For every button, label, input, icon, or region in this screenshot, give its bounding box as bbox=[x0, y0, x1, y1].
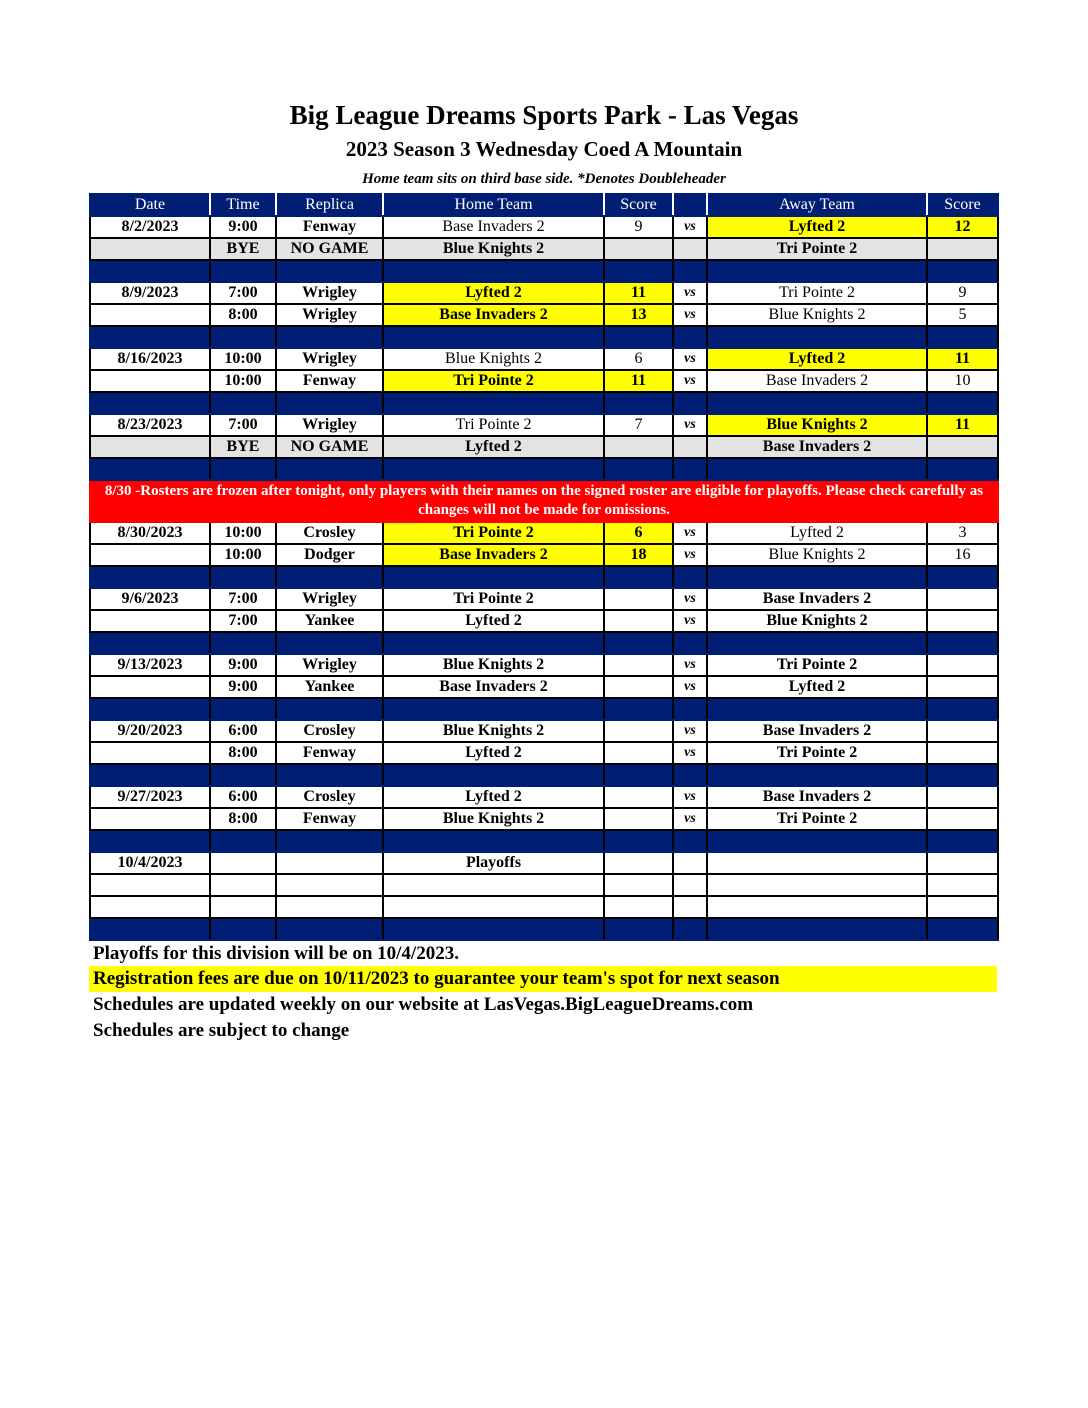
away-score-cell bbox=[927, 786, 998, 808]
away-score-cell bbox=[927, 720, 998, 742]
table-row bbox=[90, 896, 998, 918]
separator-cell bbox=[210, 458, 276, 480]
field-cell: Fenway bbox=[276, 370, 383, 392]
date-cell: 8/9/2023 bbox=[90, 282, 210, 304]
home-team-cell: Tri Pointe 2 bbox=[383, 414, 604, 436]
column-header: Away Team bbox=[707, 194, 927, 216]
field-cell: Wrigley bbox=[276, 588, 383, 610]
separator-cell bbox=[707, 458, 927, 480]
column-header: Replica bbox=[276, 194, 383, 216]
separator-cell bbox=[604, 830, 673, 852]
table-row bbox=[90, 414, 998, 436]
time-cell: 9:00 bbox=[210, 216, 276, 238]
away-team-cell: Blue Knights 2 bbox=[707, 610, 927, 632]
field-cell: Wrigley bbox=[276, 282, 383, 304]
vs-cell: vs bbox=[673, 720, 707, 742]
separator-cell bbox=[604, 764, 673, 786]
time-cell: BYE bbox=[210, 436, 276, 458]
table-row bbox=[90, 654, 998, 676]
separator-cell bbox=[90, 698, 210, 720]
vs-cell: vs bbox=[673, 370, 707, 392]
separator-cell bbox=[90, 458, 210, 480]
separator-cell bbox=[210, 830, 276, 852]
separator-cell bbox=[673, 326, 707, 348]
away-team-cell: Base Invaders 2 bbox=[707, 786, 927, 808]
separator-cell bbox=[276, 458, 383, 480]
away-score-cell: 11 bbox=[927, 414, 998, 436]
time-cell: 8:00 bbox=[210, 304, 276, 326]
away-team-cell: Blue Knights 2 bbox=[707, 544, 927, 566]
date-cell bbox=[90, 896, 210, 918]
separator-cell bbox=[383, 698, 604, 720]
home-score-cell: 6 bbox=[604, 348, 673, 370]
separator-cell bbox=[707, 632, 927, 654]
separator-cell bbox=[90, 392, 210, 414]
separator-cell bbox=[90, 632, 210, 654]
separator-cell bbox=[673, 698, 707, 720]
table-row bbox=[90, 742, 998, 764]
away-score-cell: 10 bbox=[927, 370, 998, 392]
separator-cell bbox=[276, 830, 383, 852]
separator-cell bbox=[383, 918, 604, 940]
separator-cell bbox=[210, 918, 276, 940]
away-team-cell: Base Invaders 2 bbox=[707, 720, 927, 742]
date-cell bbox=[90, 742, 210, 764]
separator-cell bbox=[927, 392, 998, 414]
separator-cell bbox=[276, 918, 383, 940]
date-cell bbox=[90, 676, 210, 698]
vs-cell bbox=[673, 852, 707, 874]
table-row bbox=[90, 786, 998, 808]
home-team-cell: Tri Pointe 2 bbox=[383, 370, 604, 392]
week-separator bbox=[90, 918, 998, 940]
separator-cell bbox=[927, 764, 998, 786]
separator-cell bbox=[276, 698, 383, 720]
date-cell: 9/13/2023 bbox=[90, 654, 210, 676]
home-score-cell bbox=[604, 786, 673, 808]
home-team-cell: Lyfted 2 bbox=[383, 436, 604, 458]
vs-cell: vs bbox=[673, 786, 707, 808]
separator-cell bbox=[673, 918, 707, 940]
separator-cell bbox=[276, 392, 383, 414]
separator-cell bbox=[276, 326, 383, 348]
separator-cell bbox=[604, 698, 673, 720]
separator-cell bbox=[707, 326, 927, 348]
separator-cell bbox=[927, 918, 998, 940]
home-score-cell bbox=[604, 588, 673, 610]
separator-cell bbox=[383, 632, 604, 654]
separator-cell bbox=[707, 260, 927, 282]
field-cell: Dodger bbox=[276, 544, 383, 566]
separator-cell bbox=[927, 698, 998, 720]
separator-cell bbox=[276, 632, 383, 654]
table-row bbox=[90, 676, 998, 698]
table-row bbox=[90, 808, 998, 830]
vs-cell: vs bbox=[673, 216, 707, 238]
home-score-cell bbox=[604, 874, 673, 896]
home-score-cell bbox=[604, 896, 673, 918]
change-note: Schedules are subject to change bbox=[93, 1020, 350, 1041]
table-row bbox=[90, 610, 998, 632]
separator-cell bbox=[927, 326, 998, 348]
separator-cell bbox=[604, 260, 673, 282]
away-score-cell bbox=[927, 852, 998, 874]
away-score-cell bbox=[927, 808, 998, 830]
field-cell: Fenway bbox=[276, 808, 383, 830]
table-row bbox=[90, 720, 998, 742]
home-team-cell: Blue Knights 2 bbox=[383, 808, 604, 830]
column-header: Home Team bbox=[383, 194, 604, 216]
away-team-cell: Blue Knights 2 bbox=[707, 414, 927, 436]
away-score-cell bbox=[927, 588, 998, 610]
home-score-cell: 6 bbox=[604, 522, 673, 544]
home-score-cell: 7 bbox=[604, 414, 673, 436]
field-cell: Crosley bbox=[276, 786, 383, 808]
table-row bbox=[90, 544, 998, 566]
time-cell: BYE bbox=[210, 238, 276, 260]
bye-row bbox=[90, 436, 998, 458]
away-team-cell bbox=[707, 852, 927, 874]
table-row bbox=[90, 874, 998, 896]
field-cell: Wrigley bbox=[276, 414, 383, 436]
separator-cell bbox=[210, 698, 276, 720]
home-team-cell: Lyfted 2 bbox=[383, 786, 604, 808]
home-team-cell: Playoffs bbox=[383, 852, 604, 874]
time-cell: 8:00 bbox=[210, 808, 276, 830]
week-separator bbox=[90, 326, 998, 348]
separator-cell bbox=[210, 392, 276, 414]
separator-cell bbox=[707, 698, 927, 720]
table-row bbox=[90, 588, 998, 610]
vs-cell: vs bbox=[673, 742, 707, 764]
field-cell bbox=[276, 874, 383, 896]
home-team-cell bbox=[383, 874, 604, 896]
table-row bbox=[90, 522, 998, 544]
week-separator bbox=[90, 566, 998, 588]
home-team-cell: Blue Knights 2 bbox=[383, 654, 604, 676]
date-cell: 8/23/2023 bbox=[90, 414, 210, 436]
separator-cell bbox=[673, 632, 707, 654]
date-cell: 9/20/2023 bbox=[90, 720, 210, 742]
away-team-cell: Tri Pointe 2 bbox=[707, 742, 927, 764]
away-score-cell: 16 bbox=[927, 544, 998, 566]
home-score-cell bbox=[604, 676, 673, 698]
home-team-cell: Lyfted 2 bbox=[383, 610, 604, 632]
separator-cell bbox=[210, 764, 276, 786]
field-cell bbox=[276, 852, 383, 874]
bye-row bbox=[90, 238, 998, 260]
away-team-cell bbox=[707, 896, 927, 918]
home-score-cell: 11 bbox=[604, 370, 673, 392]
separator-cell bbox=[90, 566, 210, 588]
page-title: Big League Dreams Sports Park - Las Vegas bbox=[289, 100, 799, 130]
field-cell bbox=[276, 896, 383, 918]
field-cell: Fenway bbox=[276, 742, 383, 764]
home-score-cell bbox=[604, 654, 673, 676]
separator-cell bbox=[383, 326, 604, 348]
separator-cell bbox=[90, 260, 210, 282]
vs-cell: vs bbox=[673, 588, 707, 610]
week-separator bbox=[90, 458, 998, 480]
table-row bbox=[90, 216, 998, 238]
table-row bbox=[90, 370, 998, 392]
home-score-cell bbox=[604, 742, 673, 764]
playoffs-note: Playoffs for this division will be on 10/4/2023. bbox=[93, 943, 459, 964]
away-score-cell bbox=[927, 896, 998, 918]
vs-cell: vs bbox=[673, 348, 707, 370]
away-score-cell: 3 bbox=[927, 522, 998, 544]
away-team-cell: Base Invaders 2 bbox=[707, 588, 927, 610]
date-cell: 8/30/2023 bbox=[90, 522, 210, 544]
time-cell: 6:00 bbox=[210, 720, 276, 742]
home-score-cell bbox=[604, 808, 673, 830]
time-cell: 7:00 bbox=[210, 282, 276, 304]
week-separator bbox=[90, 260, 998, 282]
vs-cell bbox=[673, 436, 707, 458]
field-cell: Yankee bbox=[276, 610, 383, 632]
home-score-cell bbox=[604, 238, 673, 260]
away-score-cell: 11 bbox=[927, 348, 998, 370]
home-team-cell bbox=[383, 896, 604, 918]
separator-cell bbox=[210, 632, 276, 654]
time-cell bbox=[210, 874, 276, 896]
separator-cell bbox=[927, 632, 998, 654]
vs-cell: vs bbox=[673, 414, 707, 436]
home-score-cell bbox=[604, 852, 673, 874]
time-cell: 10:00 bbox=[210, 544, 276, 566]
page-subtitle: 2023 Season 3 Wednesday Coed A Mountain bbox=[345, 137, 743, 161]
vs-cell bbox=[673, 896, 707, 918]
week-separator bbox=[90, 764, 998, 786]
separator-cell bbox=[210, 566, 276, 588]
time-cell: 7:00 bbox=[210, 588, 276, 610]
date-cell: 10/4/2023 bbox=[90, 852, 210, 874]
separator-cell bbox=[604, 918, 673, 940]
separator-cell bbox=[383, 392, 604, 414]
away-team-cell: Tri Pointe 2 bbox=[707, 238, 927, 260]
table-row bbox=[90, 348, 998, 370]
date-cell: 9/6/2023 bbox=[90, 588, 210, 610]
date-cell bbox=[90, 436, 210, 458]
away-team-cell: Tri Pointe 2 bbox=[707, 808, 927, 830]
separator-cell bbox=[276, 260, 383, 282]
separator-cell bbox=[90, 326, 210, 348]
vs-cell: vs bbox=[673, 808, 707, 830]
away-score-cell bbox=[927, 654, 998, 676]
field-cell: NO GAME bbox=[276, 238, 383, 260]
week-separator bbox=[90, 392, 998, 414]
separator-cell bbox=[707, 918, 927, 940]
week-separator bbox=[90, 632, 998, 654]
field-cell: Wrigley bbox=[276, 304, 383, 326]
date-cell bbox=[90, 808, 210, 830]
date-cell bbox=[90, 304, 210, 326]
column-header: Time bbox=[210, 194, 276, 216]
away-team-cell: Lyfted 2 bbox=[707, 216, 927, 238]
away-score-cell: 12 bbox=[927, 216, 998, 238]
roster-notice-row bbox=[90, 480, 998, 522]
home-team-cell: Lyfted 2 bbox=[383, 742, 604, 764]
separator-cell bbox=[90, 764, 210, 786]
week-separator bbox=[90, 698, 998, 720]
roster-notice: 8/30 -Rosters are frozen after tonight, only players with their names on the signed roster are eligible for playoffs. Please check carefully as changes will not be made for omissions. bbox=[90, 480, 998, 522]
away-team-cell: Base Invaders 2 bbox=[707, 370, 927, 392]
away-team-cell: Tri Pointe 2 bbox=[707, 282, 927, 304]
table-row bbox=[90, 282, 998, 304]
field-cell: Yankee bbox=[276, 676, 383, 698]
home-team-cell: Tri Pointe 2 bbox=[383, 588, 604, 610]
field-cell: Wrigley bbox=[276, 654, 383, 676]
separator-cell bbox=[383, 458, 604, 480]
separator-cell bbox=[927, 830, 998, 852]
table-row bbox=[90, 852, 998, 874]
column-header: Score bbox=[604, 194, 673, 216]
home-score-cell: 13 bbox=[604, 304, 673, 326]
away-team-cell: Tri Pointe 2 bbox=[707, 654, 927, 676]
separator-cell bbox=[673, 830, 707, 852]
separator-cell bbox=[210, 326, 276, 348]
separator-cell bbox=[707, 830, 927, 852]
away-score-cell bbox=[927, 238, 998, 260]
time-cell: 10:00 bbox=[210, 370, 276, 392]
date-cell bbox=[90, 370, 210, 392]
separator-cell bbox=[383, 566, 604, 588]
home-team-cell: Lyfted 2 bbox=[383, 282, 604, 304]
vs-cell: vs bbox=[673, 304, 707, 326]
date-cell bbox=[90, 544, 210, 566]
vs-cell: vs bbox=[673, 522, 707, 544]
separator-cell bbox=[276, 764, 383, 786]
separator-cell bbox=[673, 764, 707, 786]
away-team-cell: Lyfted 2 bbox=[707, 522, 927, 544]
registration-note: Registration fees are due on 10/11/2023 to guarantee your team's spot for next season bbox=[89, 966, 997, 992]
separator-cell bbox=[383, 764, 604, 786]
date-cell: 9/27/2023 bbox=[90, 786, 210, 808]
separator-cell bbox=[927, 458, 998, 480]
home-team-cell: Blue Knights 2 bbox=[383, 348, 604, 370]
date-cell bbox=[90, 610, 210, 632]
home-score-cell bbox=[604, 720, 673, 742]
away-score-cell bbox=[927, 676, 998, 698]
website-note: Schedules are updated weekly on our website at LasVegas.BigLeagueDreams.com bbox=[93, 994, 754, 1015]
time-cell: 6:00 bbox=[210, 786, 276, 808]
separator-cell bbox=[276, 566, 383, 588]
separator-cell bbox=[707, 566, 927, 588]
separator-cell bbox=[383, 830, 604, 852]
date-cell: 8/2/2023 bbox=[90, 216, 210, 238]
away-score-cell: 9 bbox=[927, 282, 998, 304]
home-team-cell: Base Invaders 2 bbox=[383, 676, 604, 698]
table-row bbox=[90, 304, 998, 326]
date-cell: 8/16/2023 bbox=[90, 348, 210, 370]
home-score-cell bbox=[604, 610, 673, 632]
field-cell: NO GAME bbox=[276, 436, 383, 458]
separator-cell bbox=[90, 830, 210, 852]
separator-cell bbox=[707, 764, 927, 786]
time-cell: 7:00 bbox=[210, 414, 276, 436]
time-cell: 10:00 bbox=[210, 348, 276, 370]
away-score-cell bbox=[927, 742, 998, 764]
time-cell: 8:00 bbox=[210, 742, 276, 764]
time-cell: 9:00 bbox=[210, 654, 276, 676]
away-score-cell bbox=[927, 874, 998, 896]
time-cell: 10:00 bbox=[210, 522, 276, 544]
separator-cell bbox=[673, 458, 707, 480]
separator-cell bbox=[604, 632, 673, 654]
away-team-cell: Lyfted 2 bbox=[707, 348, 927, 370]
week-separator bbox=[90, 830, 998, 852]
separator-cell bbox=[673, 260, 707, 282]
vs-cell: vs bbox=[673, 676, 707, 698]
away-score-cell bbox=[927, 436, 998, 458]
column-header bbox=[673, 194, 707, 216]
vs-cell bbox=[673, 238, 707, 260]
separator-cell bbox=[604, 392, 673, 414]
vs-cell: vs bbox=[673, 282, 707, 304]
time-cell bbox=[210, 852, 276, 874]
vs-cell: vs bbox=[673, 544, 707, 566]
home-team-cell: Base Invaders 2 bbox=[383, 216, 604, 238]
schedule-note: Home team sits on third base side. *Denotes Doubleheader bbox=[362, 171, 726, 187]
home-team-cell: Blue Knights 2 bbox=[383, 720, 604, 742]
separator-cell bbox=[90, 918, 210, 940]
separator-cell bbox=[927, 566, 998, 588]
field-cell: Fenway bbox=[276, 216, 383, 238]
away-score-cell bbox=[927, 610, 998, 632]
separator-cell bbox=[707, 392, 927, 414]
away-team-cell: Base Invaders 2 bbox=[707, 436, 927, 458]
away-team-cell: Lyfted 2 bbox=[707, 676, 927, 698]
date-cell bbox=[90, 238, 210, 260]
away-score-cell: 5 bbox=[927, 304, 998, 326]
column-header: Score bbox=[927, 194, 998, 216]
home-team-cell: Base Invaders 2 bbox=[383, 544, 604, 566]
field-cell: Crosley bbox=[276, 720, 383, 742]
column-header: Date bbox=[90, 194, 210, 216]
separator-cell bbox=[383, 260, 604, 282]
away-team-cell bbox=[707, 874, 927, 896]
separator-cell bbox=[604, 326, 673, 348]
home-team-cell: Tri Pointe 2 bbox=[383, 522, 604, 544]
schedule-table bbox=[89, 193, 999, 941]
vs-cell: vs bbox=[673, 610, 707, 632]
vs-cell bbox=[673, 874, 707, 896]
home-team-cell: Base Invaders 2 bbox=[383, 304, 604, 326]
home-score-cell: 9 bbox=[604, 216, 673, 238]
date-cell bbox=[90, 874, 210, 896]
separator-cell bbox=[673, 392, 707, 414]
home-score-cell: 11 bbox=[604, 282, 673, 304]
away-team-cell: Blue Knights 2 bbox=[707, 304, 927, 326]
separator-cell bbox=[673, 566, 707, 588]
vs-cell: vs bbox=[673, 654, 707, 676]
time-cell: 7:00 bbox=[210, 610, 276, 632]
separator-cell bbox=[604, 458, 673, 480]
home-team-cell: Blue Knights 2 bbox=[383, 238, 604, 260]
time-cell bbox=[210, 896, 276, 918]
home-score-cell bbox=[604, 436, 673, 458]
field-cell: Crosley bbox=[276, 522, 383, 544]
home-score-cell: 18 bbox=[604, 544, 673, 566]
separator-cell bbox=[210, 260, 276, 282]
separator-cell bbox=[604, 566, 673, 588]
field-cell: Wrigley bbox=[276, 348, 383, 370]
table-header-row bbox=[90, 194, 998, 216]
time-cell: 9:00 bbox=[210, 676, 276, 698]
separator-cell bbox=[927, 260, 998, 282]
